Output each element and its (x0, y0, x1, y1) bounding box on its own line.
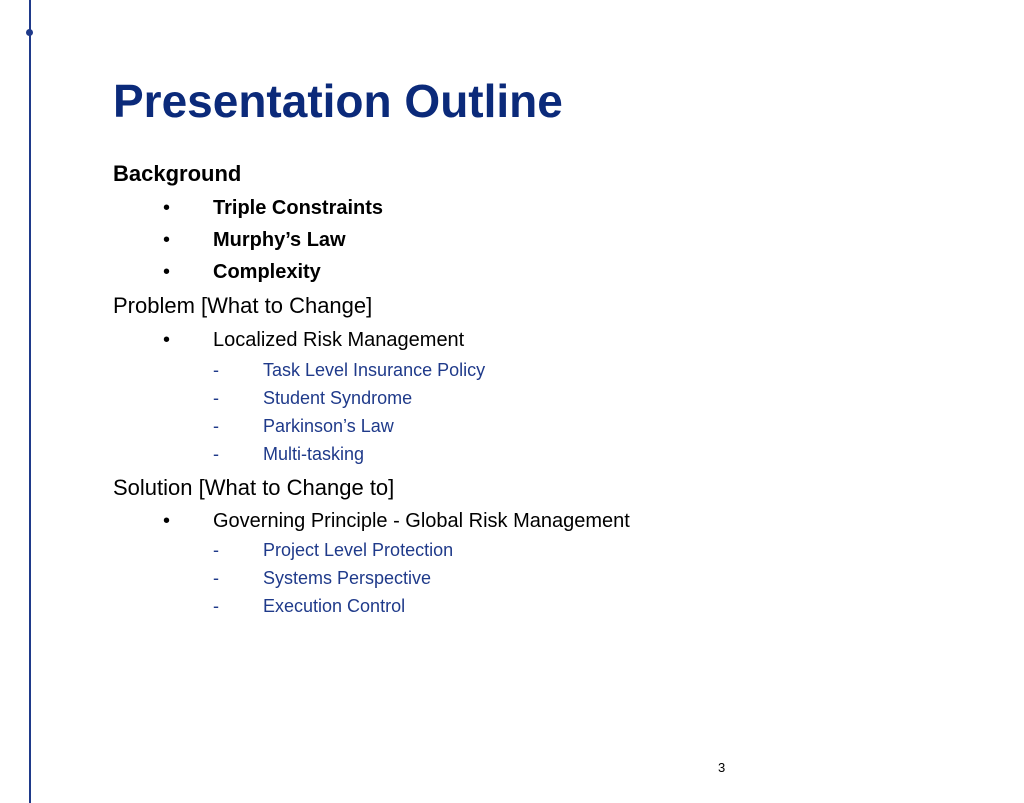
outline-item-label: Murphy’s Law (213, 229, 346, 251)
slide-title: Presentation Outline (113, 75, 563, 127)
dash-marker: - (213, 444, 219, 464)
subitem-multi-tasking (210, 443, 364, 465)
section-heading-solution: Solution [What to Change to] (113, 475, 395, 500)
dash-marker: - (213, 596, 219, 616)
subitem-label: Multi-tasking (263, 444, 365, 464)
outline-item-label: Complexity (213, 261, 321, 283)
subitem-label: Student Syndrome (263, 388, 413, 408)
subitem-label: Project Level Protection (263, 540, 454, 560)
bullet-marker: • (163, 229, 171, 251)
outline-item-label: Triple Constraints (213, 197, 384, 219)
subitem-label: Parkinson’s Law (263, 416, 394, 436)
bullet-marker: • (163, 510, 171, 532)
bullet-marker: • (163, 197, 171, 219)
outline-item-label: Localized Risk Management (213, 329, 465, 351)
subitem-project-level-protection (210, 539, 453, 561)
subitem-execution-control (210, 595, 405, 617)
dash-marker: - (213, 360, 219, 380)
bullet-marker: • (163, 261, 171, 283)
subitem-parkinsons-law (210, 415, 394, 437)
subitem-label: Task Level Insurance Policy (263, 360, 486, 380)
outline-item-localized-risk-management (160, 328, 464, 352)
dash-marker: - (213, 416, 219, 436)
outline-item-governing-principle (160, 509, 630, 533)
subitem-student-syndrome (210, 387, 412, 409)
section-heading-problem: Problem [What to Change] (113, 293, 373, 318)
section-heading-background: Background (113, 161, 242, 186)
dash-marker: - (213, 540, 219, 560)
subitem-label: Systems Perspective (263, 568, 432, 588)
subitem-task-level-insurance-policy (210, 359, 485, 381)
subitem-label: Execution Control (263, 596, 406, 616)
outline-item-label: Governing Principle - Global Risk Management (213, 510, 630, 532)
subitem-systems-perspective (210, 567, 431, 589)
outline-item-complexity (160, 260, 321, 284)
dash-marker: - (213, 568, 219, 588)
outline-item-triple-constraints (160, 196, 383, 220)
outline-item-murphys-law (160, 228, 346, 252)
page-number: 3 (718, 760, 726, 775)
dash-marker: - (213, 388, 219, 408)
bullet-marker: • (163, 329, 171, 351)
